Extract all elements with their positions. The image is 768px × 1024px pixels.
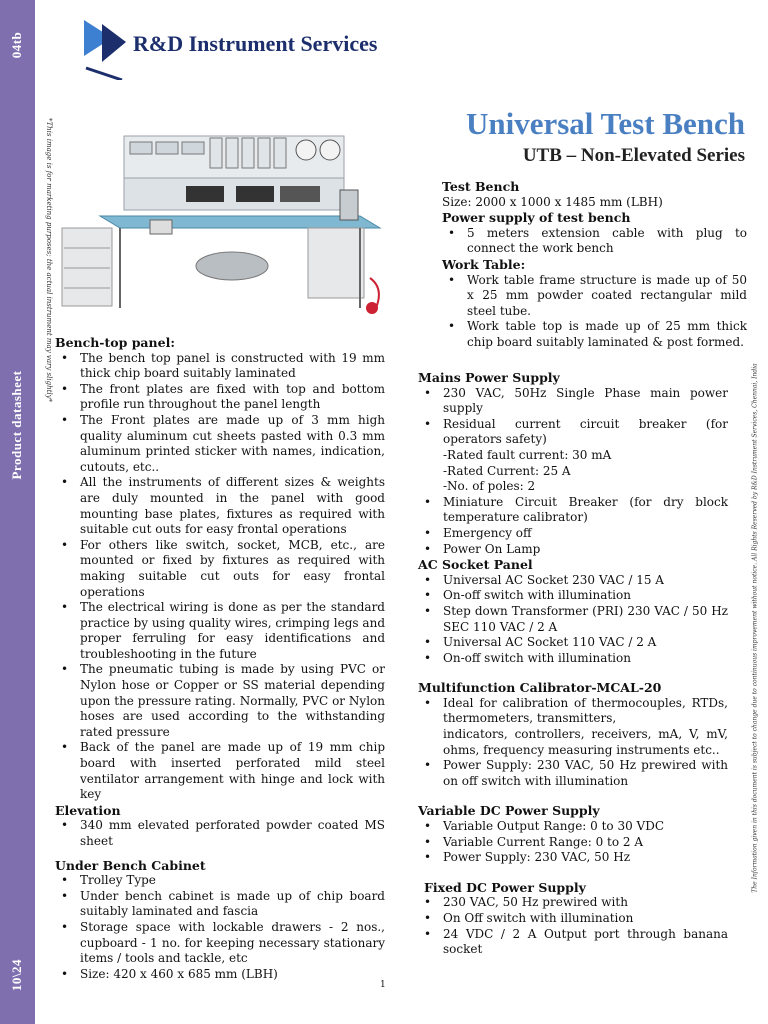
sidebar-band (0, 0, 35, 1024)
list-item: • Under bench cabinet is made up of chip board suitably laminated and fascia (80, 889, 385, 920)
bench-top-heading: Bench-top panel: (55, 335, 175, 350)
list-item: • Back of the panel are made up of 19 mm chip board with inserted perforated mild steel ventilator arrangement with hinge and lock with key (80, 740, 385, 802)
rcb-detail: -No. of poles: 2 (443, 479, 536, 494)
list-item: • Universal AC Socket 230 VAC / 15 A (443, 573, 728, 589)
ac-socket-list (418, 573, 728, 667)
list-item: • 230 VAC, 50 Hz prewired with (443, 895, 728, 911)
cabinet-heading: Under Bench Cabinet (55, 857, 206, 873)
list-item: • On-off switch with illumination (443, 588, 728, 604)
bench-top-list (55, 351, 385, 803)
list-item: • Universal AC Socket 110 VAC / 2 A (443, 635, 728, 651)
list-item: • Power Supply: 230 VAC, 50 Hz prewired with on off switch with illumination (443, 758, 728, 789)
list-item: • The front plates are fixed with top and bottom profile run throughout the panel length (80, 382, 385, 413)
work-table-list (442, 273, 747, 351)
list-item: • Variable Output Range: 0 to 30 VDC (443, 819, 728, 835)
right-top-block (442, 179, 747, 351)
variable-dc-list (418, 819, 728, 866)
list-item: • The bench top panel is constructed with 19 mm thick chip board suitably laminated (80, 351, 385, 382)
doc-type: Product datasheet (9, 370, 24, 480)
power-supply-heading: Power supply of test bench (442, 210, 631, 226)
list-item: • 340 mm elevated perforated powder coated MS sheet (80, 818, 385, 849)
list-item: • The pneumatic tubing is made by using PVC or Nylon hose or Copper or SS material depending upon the pressure rating. Normally, PVC or Nylon hoses are used according to the withstanding rated pressure (80, 662, 385, 740)
variable-dc-heading: Variable DC Power Supply (418, 803, 600, 819)
list-item: • Work table top is made up of 25 mm thick chip board suitably laminated & post formed. (467, 319, 747, 350)
fixed-dc-heading: Fixed DC Power Supply (424, 879, 586, 895)
list-item: • 5 meters extension cable with plug to connect the work bench (467, 226, 747, 257)
list-item: • Emergency off (443, 526, 728, 542)
list-item: • Residual current circuit breaker (for operators safety) -Rated fault current: 30 mA -Rated Current: 25 A -No. of poles: 2 (443, 417, 728, 495)
list-item: • Size: 420 x 460 x 685 mm (LBH) (80, 967, 385, 983)
test-bench-size: Size: 2000 x 1000 x 1485 mm (LBH) (442, 194, 663, 209)
power-supply-list (442, 226, 747, 257)
page-number: 1 (380, 980, 386, 990)
list-item: • The Front plates are made up of 3 mm high quality aluminum cut sheets pasted with 0.3 mm aluminum printed sticker with names, indication, cutouts, etc.. (80, 413, 385, 475)
list-item: • 230 VAC, 50Hz Single Phase main power supply (443, 386, 728, 417)
fixed-dc-list (418, 895, 728, 957)
list-item: • Power Supply: 230 VAC, 50 Hz (443, 850, 728, 866)
brand-name: R&D Instrument Services (133, 31, 378, 56)
list-item: • Ideal for calibration of thermocouples, RTDs, thermometers, transmitters, indicators, controllers, receivers, mA, V, mV, ohms, frequency measuring instruments etc.. (443, 696, 728, 758)
rcb-detail: -Rated fault current: 30 mA (443, 447, 612, 462)
image-disclaimer: *This image is for marketing purposes; the actual instrument may vary slightly* (45, 118, 53, 403)
list-item: • 24 VDC / 2 A Output port through banana socket (443, 927, 728, 958)
right-column (418, 370, 728, 958)
elevation-heading: Elevation (55, 802, 121, 818)
doc-code: 04tb (9, 31, 24, 59)
list-item: • Trolley Type (80, 873, 385, 889)
list-item: • For others like switch, socket, MCB, etc., are mounted or fixed by fixtures as required with making suitable cut outs for easy frontal operations (80, 538, 385, 600)
list-item: • Variable Current Range: 0 to 2 A (443, 835, 728, 851)
list-item: • Step down Transformer (PRI) 230 VAC / 50 Hz SEC 110 VAC / 2 A (443, 604, 728, 635)
list-item: • The electrical wiring is done as per the standard practice by using quality wires, crimping legs and proper ferruling for easy identifications and troubleshooting in the future (80, 600, 385, 662)
list-item: • Power On Lamp (443, 542, 728, 558)
mains-heading: Mains Power Supply (418, 370, 560, 385)
ac-socket-heading: AC Socket Panel (418, 557, 533, 573)
list-item: • On Off switch with illumination (443, 911, 728, 927)
page-subtitle: UTB – Non-Elevated Series (522, 145, 745, 166)
list-item: • Work table frame structure is made up of 50 x 25 mm powder coated rectangular mild steel tube. (467, 273, 747, 320)
calibrator-list (418, 696, 728, 790)
list-item: • Storage space with lockable drawers - 2 nos., cupboard - 1 no. for keeping necessary stationary items / tools and tackle, etc (80, 920, 385, 967)
list-item: • Miniature Circuit Breaker (for dry block temperature calibrator) (443, 495, 728, 526)
copyright-note: The Information given in this document is subject to change due to continuous improvement without notice. All Rights Reserved by R&D Instrument Services, Chennai, India (751, 363, 759, 893)
test-bench-photo (60, 128, 390, 328)
company-logo-icon (82, 18, 132, 80)
work-table-heading: Work Table: (442, 256, 526, 272)
elevation-list (55, 818, 385, 849)
rcb-detail: -Rated Current: 25 A (443, 463, 571, 478)
test-bench-heading: Test Bench (442, 179, 520, 194)
page-title: Universal Test Bench (465, 106, 745, 141)
calibrator-heading: Multifunction Calibrator-MCAL-20 (418, 680, 662, 696)
cabinet-list (55, 873, 385, 982)
list-item: • All the instruments of different sizes & weights are duly mounted in the panel with good mounting base plates, fixtures as required with suitable cut outs for easy frontal operations (80, 475, 385, 537)
list-item: • On-off switch with illumination (443, 651, 728, 667)
mains-list (418, 386, 728, 558)
doc-date: 10\24 (9, 958, 24, 992)
left-column (55, 335, 385, 982)
